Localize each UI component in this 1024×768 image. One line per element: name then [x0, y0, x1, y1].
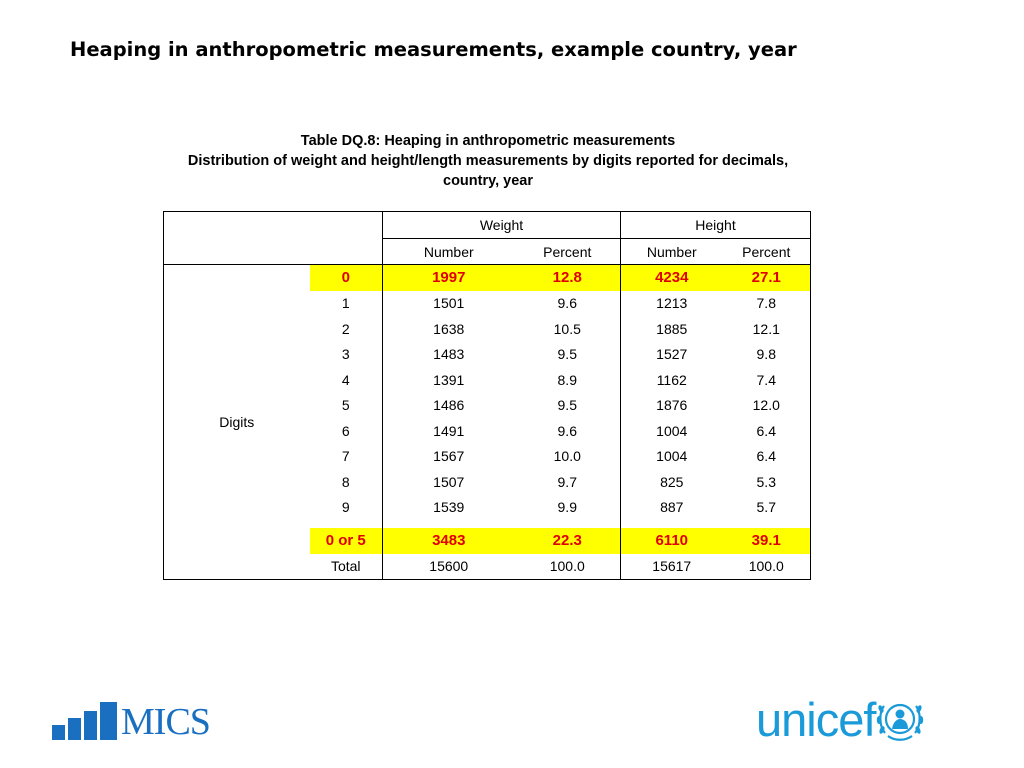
- digit-cell: 1: [310, 291, 383, 317]
- weight-percent-cell: 12.8: [515, 265, 621, 291]
- height-percent-cell: 7.4: [756, 371, 776, 388]
- height-percent-cell: 6.4: [756, 448, 776, 465]
- weight-percent-cell: 8.9: [515, 367, 621, 393]
- weight-number-cell: 3483: [383, 528, 515, 554]
- weight-percent-cell: 22.3: [515, 528, 621, 554]
- weight-percent-cell: 10.5: [515, 316, 621, 342]
- digit-cell: 6: [310, 418, 383, 444]
- height-percent-cell: 5.3: [756, 473, 776, 490]
- table-corner-cell: [164, 212, 383, 265]
- height-number-cell: 887: [660, 499, 684, 516]
- mics-bars-icon: [52, 702, 117, 740]
- weight-number-cell: 1486: [433, 397, 465, 414]
- slide-title: Heaping in anthropometric measurements, example country, year: [70, 38, 797, 61]
- weight-percent-cell: 9.7: [515, 469, 621, 495]
- table-caption-line2: Distribution of weight and height/length measurements by digits reported for decimals, country, year: [187, 153, 789, 189]
- spacer-cell: [383, 520, 515, 528]
- height-number-cell: 1876: [656, 397, 688, 414]
- digit-cell: 4: [310, 367, 383, 393]
- weight-number-cell: 1483: [433, 346, 465, 363]
- height-number-cell: 1885: [656, 320, 688, 337]
- digit-cell: Total: [310, 554, 383, 580]
- height-number-cell: 1162: [656, 371, 687, 388]
- heaping-table-container: [163, 211, 811, 580]
- height-percent-cell: 7.8: [756, 295, 776, 312]
- spacer-cell: [621, 520, 723, 528]
- digit-cell: 7: [310, 444, 383, 470]
- weight-percent-cell: 9.6: [515, 291, 621, 317]
- digit-cell: 0: [310, 265, 383, 291]
- digit-cell: 0 or 5: [310, 528, 383, 554]
- height-number-cell: 1004: [656, 448, 688, 465]
- height-number-cell: 15617: [652, 558, 692, 575]
- height-percent-cell: 39.1: [723, 528, 811, 554]
- weight-number-cell: 1491: [433, 422, 465, 439]
- mics-wordmark: MICS: [121, 701, 210, 743]
- height-percent-cell: 6.4: [756, 422, 776, 439]
- weight-number-cell: 1539: [433, 499, 465, 516]
- height-number-cell: 1527: [656, 346, 688, 363]
- weight-number-header: Number: [383, 239, 515, 265]
- digit-cell: 8: [310, 469, 383, 495]
- heaping-table: [163, 211, 811, 580]
- height-percent-cell: 27.1: [723, 265, 811, 291]
- height-number-cell: 4234: [621, 265, 723, 291]
- height-group-header: Height: [621, 212, 811, 239]
- weight-number-cell: 15600: [429, 558, 469, 575]
- table-caption: [160, 131, 816, 191]
- weight-number-cell: 1997: [383, 265, 515, 291]
- unicef-emblem-icon: [875, 696, 925, 744]
- height-number-cell: 1004: [656, 422, 688, 439]
- digit-cell: 2: [310, 316, 383, 342]
- weight-number-cell: 1507: [433, 473, 465, 490]
- table-row: [164, 265, 811, 291]
- height-number-header: Number: [621, 239, 723, 265]
- weight-percent-cell: 9.6: [515, 418, 621, 444]
- height-percent-cell: 12.0: [752, 397, 780, 414]
- mics-logo: [52, 700, 210, 743]
- spacer-cell: [310, 520, 383, 528]
- weight-group-header: Weight: [383, 212, 621, 239]
- weight-number-cell: 1501: [433, 295, 465, 312]
- table-caption-line1: Table DQ.8: Heaping in anthropometric measurements: [300, 133, 676, 149]
- spacer-cell: [515, 520, 621, 528]
- digit-cell: 5: [310, 393, 383, 419]
- weight-percent-cell: 10.0: [515, 444, 621, 470]
- height-number-cell: 825: [660, 473, 684, 490]
- weight-number-cell: 1638: [433, 320, 465, 337]
- height-percent-cell: 12.1: [752, 320, 780, 337]
- weight-percent-cell: 9.5: [515, 342, 621, 368]
- spacer-cell: [723, 520, 811, 528]
- unicef-logo: [756, 695, 925, 745]
- digit-cell: 9: [310, 495, 383, 521]
- height-percent-cell: 9.8: [756, 346, 776, 363]
- weight-percent-cell: 9.5: [515, 393, 621, 419]
- digit-cell: 3: [310, 342, 383, 368]
- unicef-wordmark: unicef: [756, 693, 876, 746]
- height-number-cell: 6110: [621, 528, 723, 554]
- height-number-cell: 1213: [656, 295, 688, 312]
- weight-number-cell: 1391: [433, 371, 465, 388]
- height-percent-cell: 5.7: [756, 499, 776, 516]
- height-percent-cell: 100.0: [748, 558, 784, 575]
- row-label-digits: Digits: [219, 414, 255, 430]
- weight-percent-header: Percent: [515, 239, 621, 265]
- weight-number-cell: 1567: [433, 448, 465, 465]
- weight-percent-cell: 9.9: [515, 495, 621, 521]
- table-group-header-row: [164, 212, 811, 239]
- weight-percent-cell: 100.0: [515, 554, 621, 580]
- height-percent-header: Percent: [723, 239, 811, 265]
